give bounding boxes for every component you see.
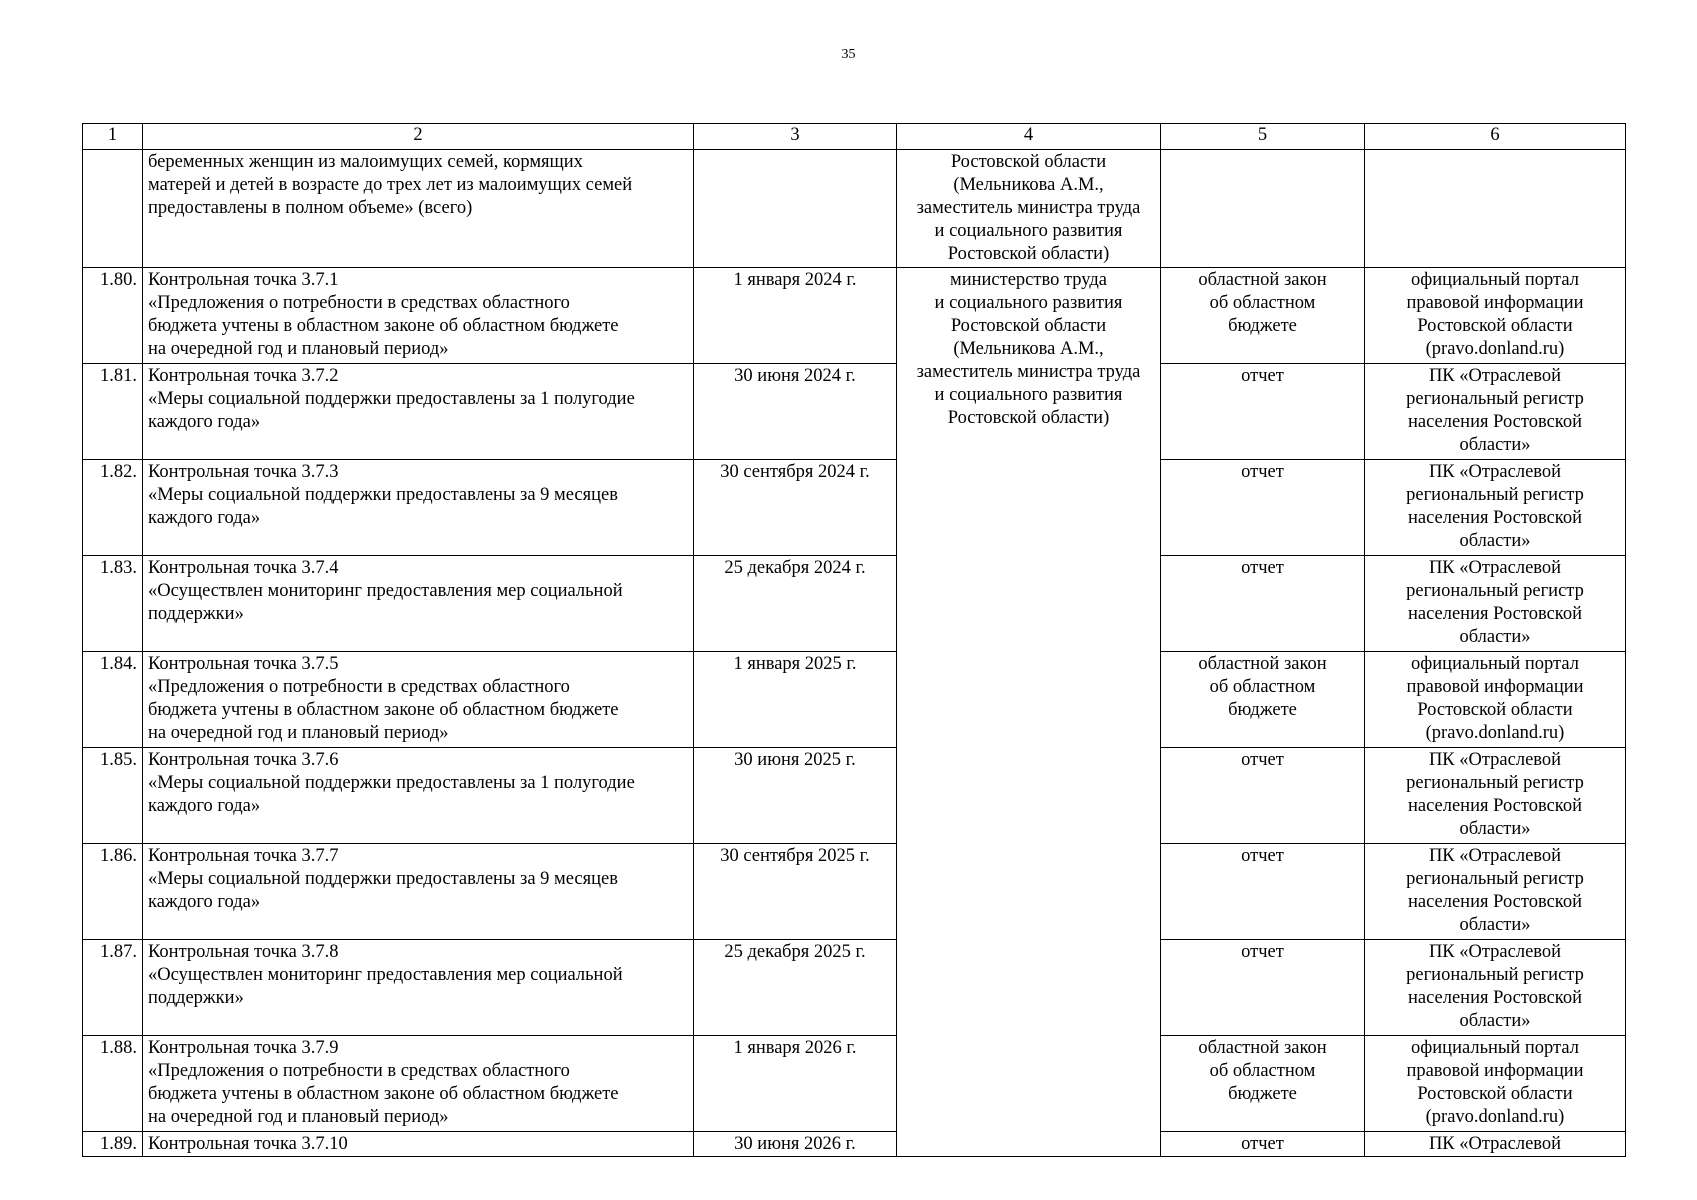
header-cell: 1 bbox=[83, 124, 143, 150]
description-cell bbox=[143, 150, 694, 268]
responsible-line: министерство труда bbox=[950, 270, 1107, 290]
table-row bbox=[83, 748, 1626, 844]
control-point-title: Контрольная точка 3.7.3 bbox=[148, 462, 339, 482]
table-row bbox=[83, 940, 1626, 1036]
source-line: Ростовской области bbox=[1417, 700, 1573, 720]
document-cell bbox=[1161, 268, 1365, 364]
source-line: области» bbox=[1459, 819, 1531, 839]
row-number-cell: 1.87. bbox=[83, 940, 143, 1036]
source-cell bbox=[1365, 748, 1626, 844]
source-line: области» bbox=[1459, 915, 1531, 935]
source-line: населения Ростовской bbox=[1407, 412, 1582, 432]
source-line: ПК «Отраслевой bbox=[1428, 462, 1562, 482]
description-line: поддержки» bbox=[148, 988, 244, 1008]
control-point-title: Контрольная точка 3.7.7 bbox=[148, 846, 339, 866]
description-line: беременных женщин из малоимущих семей, кормящих bbox=[148, 152, 583, 172]
document-line: об областном bbox=[1209, 677, 1316, 697]
document-line: об областном bbox=[1209, 293, 1316, 313]
row-number-cell: 1.83. bbox=[83, 556, 143, 652]
source-line: (pravo.donland.ru) bbox=[1425, 339, 1565, 359]
date-cell: 1 января 2025 г. bbox=[694, 652, 897, 748]
control-points-table bbox=[82, 123, 1626, 1157]
description-cell bbox=[143, 940, 694, 1036]
date-cell bbox=[694, 150, 897, 268]
description-line: каждого года» bbox=[148, 412, 261, 432]
description-line: поддержки» bbox=[148, 604, 244, 624]
header-cell: 6 bbox=[1365, 124, 1626, 150]
row-number-cell bbox=[83, 150, 143, 268]
source-line: официальный портал bbox=[1411, 1038, 1579, 1058]
date-cell: 1 января 2024 г. bbox=[694, 268, 897, 364]
source-line: (pravo.donland.ru) bbox=[1425, 1107, 1565, 1127]
description-line: «Меры социальной поддержки предоставлены за 9 месяцев bbox=[148, 485, 618, 505]
description-line: «Осуществлен мониторинг предоставления мер социальной bbox=[148, 581, 623, 601]
document-cell bbox=[1161, 364, 1365, 460]
control-point-title: Контрольная точка 3.7.2 bbox=[148, 366, 339, 386]
responsible-cell bbox=[897, 150, 1161, 268]
control-point-title: Контрольная точка 3.7.9 bbox=[148, 1038, 339, 1058]
description-line: «Меры социальной поддержки предоставлены за 9 месяцев bbox=[148, 869, 618, 889]
date-cell: 30 июня 2024 г. bbox=[694, 364, 897, 460]
source-cell bbox=[1365, 268, 1626, 364]
source-line: региональный регистр bbox=[1406, 869, 1584, 889]
table-row bbox=[83, 556, 1626, 652]
document-line: отчет bbox=[1241, 558, 1284, 578]
document-line: областной закон bbox=[1198, 654, 1327, 674]
source-line: официальный портал bbox=[1411, 654, 1579, 674]
source-line: области» bbox=[1459, 435, 1531, 455]
source-line: области» bbox=[1459, 627, 1531, 647]
source-cell bbox=[1365, 364, 1626, 460]
description-cell bbox=[143, 460, 694, 556]
source-line: ПК «Отраслевой bbox=[1428, 1134, 1562, 1154]
source-line: (pravo.donland.ru) bbox=[1425, 723, 1565, 743]
description-line: «Осуществлен мониторинг предоставления мер социальной bbox=[148, 965, 623, 985]
control-point-title: Контрольная точка 3.7.8 bbox=[148, 942, 339, 962]
description-line: матерей и детей в возрасте до трех лет из малоимущих семей bbox=[148, 175, 633, 195]
description-line: на очередной год и плановый период» bbox=[148, 339, 449, 359]
source-cell bbox=[1365, 652, 1626, 748]
description-cell bbox=[143, 1036, 694, 1132]
document-line: об областном bbox=[1209, 1061, 1316, 1081]
document-cell bbox=[1161, 556, 1365, 652]
row-number-cell: 1.89. bbox=[83, 1132, 143, 1157]
document-line: отчет bbox=[1241, 846, 1284, 866]
document-line: отчет bbox=[1241, 366, 1284, 386]
description-line: на очередной год и плановый период» bbox=[148, 1107, 449, 1127]
date-cell: 30 сентября 2024 г. bbox=[694, 460, 897, 556]
control-point-title: Контрольная точка 3.7.1 bbox=[148, 270, 339, 290]
source-line: ПК «Отраслевой bbox=[1428, 750, 1562, 770]
responsible-line: (Мельникова А.М., bbox=[953, 175, 1104, 195]
source-line: региональный регистр bbox=[1406, 581, 1584, 601]
description-line: «Предложения о потребности в средствах областного bbox=[148, 293, 570, 313]
source-cell bbox=[1365, 460, 1626, 556]
description-line: на очередной год и плановый период» bbox=[148, 723, 449, 743]
document-cell bbox=[1161, 1036, 1365, 1132]
document-line: отчет bbox=[1241, 750, 1284, 770]
date-cell: 25 декабря 2025 г. bbox=[694, 940, 897, 1036]
source-line: области» bbox=[1459, 1011, 1531, 1031]
description-cell bbox=[143, 556, 694, 652]
document-line: бюджете bbox=[1228, 700, 1297, 720]
responsible-line: Ростовской области bbox=[950, 316, 1107, 336]
source-line: населения Ростовской bbox=[1407, 508, 1582, 528]
date-cell: 25 декабря 2024 г. bbox=[694, 556, 897, 652]
document-cell bbox=[1161, 748, 1365, 844]
document-line: бюджете bbox=[1228, 316, 1297, 336]
source-cell bbox=[1365, 844, 1626, 940]
row-number-cell: 1.81. bbox=[83, 364, 143, 460]
source-line: ПК «Отраслевой bbox=[1428, 942, 1562, 962]
description-line: предоставлены в полном объеме» (всего) bbox=[148, 198, 473, 218]
source-line: Ростовской области bbox=[1417, 1084, 1573, 1104]
table-row bbox=[83, 844, 1626, 940]
source-line: правовой информации bbox=[1406, 677, 1584, 697]
header-cell: 3 bbox=[694, 124, 897, 150]
description-cell bbox=[143, 652, 694, 748]
description-cell bbox=[143, 748, 694, 844]
document-line: областной закон bbox=[1198, 270, 1327, 290]
source-cell bbox=[1365, 1036, 1626, 1132]
source-line: региональный регистр bbox=[1406, 389, 1584, 409]
document-cell bbox=[1161, 652, 1365, 748]
date-cell: 30 июня 2025 г. bbox=[694, 748, 897, 844]
source-line: населения Ростовской bbox=[1407, 892, 1582, 912]
description-line: «Предложения о потребности в средствах областного bbox=[148, 677, 570, 697]
responsible-line: и социального развития bbox=[934, 221, 1123, 241]
responsible-line: Ростовской области bbox=[950, 152, 1107, 172]
control-point-title: Контрольная точка 3.7.6 bbox=[148, 750, 339, 770]
document-line: отчет bbox=[1241, 1134, 1284, 1154]
description-line: бюджета учтены в областном законе об областном бюджете bbox=[148, 316, 619, 336]
table-row bbox=[83, 652, 1626, 748]
responsible-line: и социального развития bbox=[934, 293, 1123, 313]
row-number-cell: 1.88. bbox=[83, 1036, 143, 1132]
document-cell bbox=[1161, 844, 1365, 940]
description-cell bbox=[143, 1132, 694, 1157]
responsible-merged-cell bbox=[897, 268, 1161, 1157]
table-row bbox=[83, 1132, 1626, 1157]
source-line: региональный регистр bbox=[1406, 485, 1584, 505]
description-line: бюджета учтены в областном законе об областном бюджете bbox=[148, 1084, 619, 1104]
date-cell: 1 января 2026 г. bbox=[694, 1036, 897, 1132]
description-cell bbox=[143, 844, 694, 940]
source-cell bbox=[1365, 1132, 1626, 1157]
continuation-row bbox=[83, 150, 1626, 268]
description-line: «Меры социальной поддержки предоставлены за 1 полугодие bbox=[148, 773, 635, 793]
source-line: населения Ростовской bbox=[1407, 796, 1582, 816]
document-line: отчет bbox=[1241, 942, 1284, 962]
source-line: ПК «Отраслевой bbox=[1428, 846, 1562, 866]
source-line: региональный регистр bbox=[1406, 965, 1584, 985]
description-line: «Предложения о потребности в средствах областного bbox=[148, 1061, 570, 1081]
page-number: 35 bbox=[841, 47, 856, 62]
document-cell bbox=[1161, 150, 1365, 268]
source-cell bbox=[1365, 556, 1626, 652]
responsible-line: (Мельникова А.М., bbox=[953, 339, 1104, 359]
document-cell bbox=[1161, 460, 1365, 556]
source-line: ПК «Отраслевой bbox=[1428, 366, 1562, 386]
header-row bbox=[83, 124, 1626, 150]
table-row bbox=[83, 364, 1626, 460]
description-line: «Меры социальной поддержки предоставлены за 1 полугодие bbox=[148, 389, 635, 409]
document-cell bbox=[1161, 940, 1365, 1036]
description-cell bbox=[143, 268, 694, 364]
description-line: бюджета учтены в областном законе об областном бюджете bbox=[148, 700, 619, 720]
source-line: населения Ростовской bbox=[1407, 988, 1582, 1008]
date-cell: 30 июня 2026 г. bbox=[694, 1132, 897, 1157]
source-line: населения Ростовской bbox=[1407, 604, 1582, 624]
source-line: ПК «Отраслевой bbox=[1428, 558, 1562, 578]
date-cell: 30 сентября 2025 г. bbox=[694, 844, 897, 940]
table-row bbox=[83, 1036, 1626, 1132]
responsible-line: и социального развития bbox=[934, 385, 1123, 405]
responsible-line: заместитель министра труда bbox=[916, 362, 1141, 382]
description-line: каждого года» bbox=[148, 508, 261, 528]
control-point-title: Контрольная точка 3.7.5 bbox=[148, 654, 339, 674]
description-line: каждого года» bbox=[148, 892, 261, 912]
document-line: бюджете bbox=[1228, 1084, 1297, 1104]
responsible-line: заместитель министра труда bbox=[916, 198, 1141, 218]
responsible-line: Ростовской области) bbox=[947, 244, 1110, 264]
control-point-title: Контрольная точка 3.7.10 bbox=[148, 1134, 348, 1154]
document-line: отчет bbox=[1241, 462, 1284, 482]
source-line: официальный портал bbox=[1411, 270, 1579, 290]
control-point-title: Контрольная точка 3.7.4 bbox=[148, 558, 339, 578]
description-cell bbox=[143, 364, 694, 460]
source-line: области» bbox=[1459, 531, 1531, 551]
source-line: правовой информации bbox=[1406, 1061, 1584, 1081]
description-line: каждого года» bbox=[148, 796, 261, 816]
table-row bbox=[83, 268, 1626, 364]
row-number-cell: 1.86. bbox=[83, 844, 143, 940]
row-number-cell: 1.84. bbox=[83, 652, 143, 748]
source-line: правовой информации bbox=[1406, 293, 1584, 313]
source-line: Ростовской области bbox=[1417, 316, 1573, 336]
source-line: региональный регистр bbox=[1406, 773, 1584, 793]
row-number-cell: 1.80. bbox=[83, 268, 143, 364]
row-number-cell: 1.85. bbox=[83, 748, 143, 844]
source-cell bbox=[1365, 150, 1626, 268]
header-cell: 4 bbox=[897, 124, 1161, 150]
document-line: областной закон bbox=[1198, 1038, 1327, 1058]
header-cell: 2 bbox=[143, 124, 694, 150]
row-number-cell: 1.82. bbox=[83, 460, 143, 556]
table-body bbox=[83, 124, 1626, 1157]
responsible-line: Ростовской области) bbox=[947, 408, 1110, 428]
table-row bbox=[83, 460, 1626, 556]
source-cell bbox=[1365, 940, 1626, 1036]
header-cell: 5 bbox=[1161, 124, 1365, 150]
document-cell bbox=[1161, 1132, 1365, 1157]
